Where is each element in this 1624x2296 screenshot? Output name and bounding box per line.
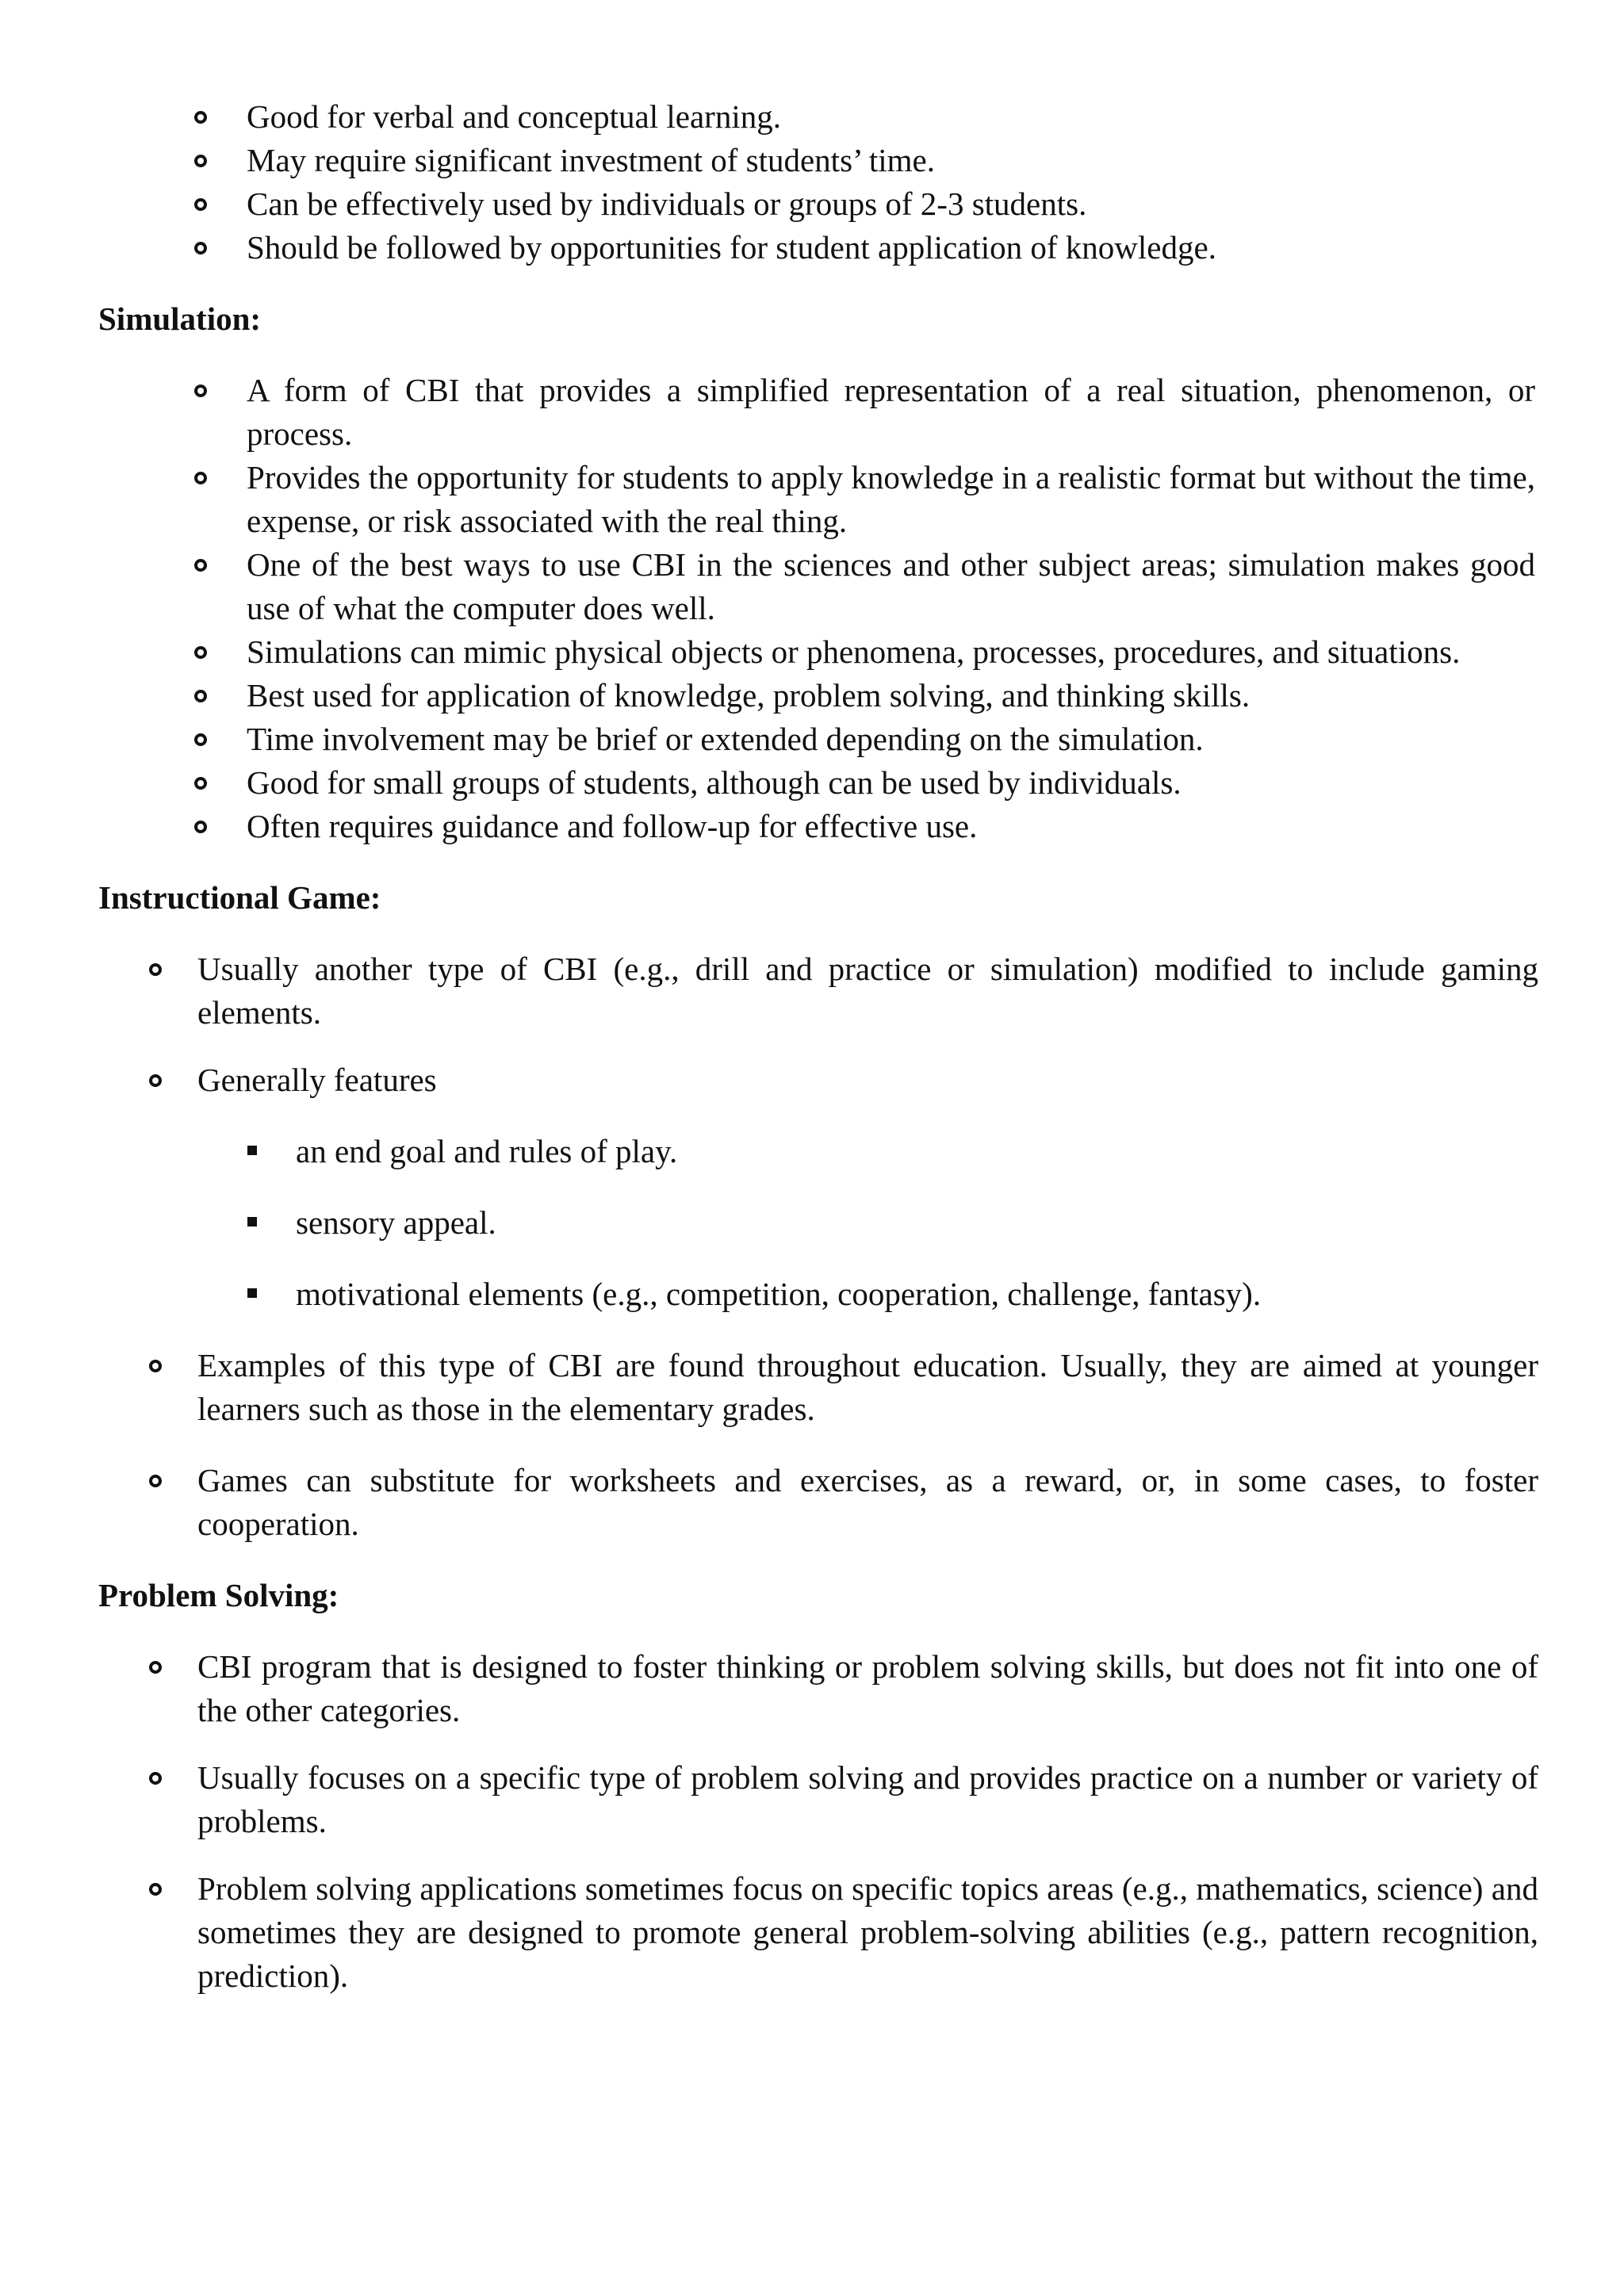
list-item-text: May require significant investment of students’ time. bbox=[247, 142, 936, 178]
list-item bbox=[149, 1756, 1538, 1843]
list-item-text: Provides the opportunity for students to apply knowledge in a realistic format but without the time, expense, or risk associated with the real thing. bbox=[247, 459, 1535, 539]
hollow-circle-bullet-icon bbox=[194, 111, 207, 124]
list-item bbox=[198, 95, 1538, 139]
list-item-text: One of the best ways to use CBI in the sciences and other subject areas; simulation makes good use of what the computer does well. bbox=[247, 546, 1535, 626]
hollow-circle-bullet-icon bbox=[149, 1475, 162, 1487]
sub-list-item-text: an end goal and rules of play. bbox=[296, 1133, 678, 1169]
list-item bbox=[198, 718, 1538, 761]
list-item-text: Problem solving applications sometimes focus on specific topics areas (e.g., mathematics, science) and sometimes they are designed to promote general problem-solving abilities (e.g., pattern recognition, prediction). bbox=[197, 1870, 1538, 1994]
list-item-text: Can be effectively used by individuals or groups of 2-3 students. bbox=[247, 186, 1087, 222]
list-item bbox=[149, 1645, 1538, 1732]
sub-list-item-text: motivational elements (e.g., competition, cooperation, challenge, fantasy). bbox=[296, 1276, 1262, 1312]
list-item bbox=[149, 1867, 1538, 1998]
list-item-text: A form of CBI that provides a simplified representation of a real situation, phenomenon, or process. bbox=[247, 372, 1535, 452]
hollow-circle-bullet-icon bbox=[194, 385, 207, 397]
square-bullet-icon bbox=[247, 1146, 257, 1155]
list-item bbox=[198, 630, 1538, 674]
hollow-circle-bullet-icon bbox=[194, 559, 207, 572]
list-item-text: Simulations can mimic physical objects or phenomena, processes, procedures, and situations. bbox=[247, 633, 1461, 670]
list-item-text: Examples of this type of CBI are found throughout education. Usually, they are aimed at younger learners such as those in the elementary grades. bbox=[197, 1347, 1538, 1427]
hollow-circle-bullet-icon bbox=[194, 155, 207, 167]
hollow-circle-bullet-icon bbox=[194, 733, 207, 746]
hollow-circle-bullet-icon bbox=[149, 1074, 162, 1087]
list-item-text: Should be followed by opportunities for student application of knowledge. bbox=[247, 229, 1216, 266]
list-item bbox=[198, 543, 1538, 630]
list-item-text: Time involvement may be brief or extended depending on the simulation. bbox=[247, 721, 1204, 757]
list-item-text: Generally features bbox=[197, 1062, 437, 1098]
hollow-circle-bullet-icon bbox=[149, 963, 162, 976]
hollow-circle-bullet-icon bbox=[194, 690, 207, 702]
list-item bbox=[198, 182, 1538, 226]
list-item-text: Usually another type of CBI (e.g., drill and practice or simulation) modified to include gaming elements. bbox=[197, 951, 1538, 1031]
list-item bbox=[198, 805, 1538, 848]
section-heading-instructional-game: Instructional Game: bbox=[98, 879, 381, 916]
list-item bbox=[198, 456, 1538, 543]
list-item-text: Best used for application of knowledge, problem solving, and thinking skills. bbox=[247, 677, 1251, 714]
section-heading-problem-solving: Problem Solving: bbox=[98, 1577, 339, 1613]
sub-list-item bbox=[247, 1130, 1538, 1173]
list-item bbox=[198, 226, 1538, 270]
square-bullet-icon bbox=[247, 1217, 257, 1226]
hollow-circle-bullet-icon bbox=[149, 1360, 162, 1372]
hollow-circle-bullet-icon bbox=[149, 1772, 162, 1785]
hollow-circle-bullet-icon bbox=[149, 1661, 162, 1674]
hollow-circle-bullet-icon bbox=[194, 821, 207, 833]
list-item bbox=[149, 1058, 1538, 1102]
hollow-circle-bullet-icon bbox=[194, 198, 207, 211]
list-item-text: Games can substitute for worksheets and exercises, as a reward, or, in some cases, to foster cooperation. bbox=[197, 1462, 1538, 1542]
sub-list-item bbox=[247, 1201, 1538, 1245]
square-bullet-icon bbox=[247, 1288, 257, 1298]
hollow-circle-bullet-icon bbox=[194, 777, 207, 790]
list-item bbox=[198, 139, 1538, 182]
hollow-circle-bullet-icon bbox=[194, 646, 207, 659]
hollow-circle-bullet-icon bbox=[194, 472, 207, 484]
section-heading-simulation: Simulation: bbox=[98, 300, 262, 337]
sub-list-item bbox=[247, 1272, 1538, 1316]
list-item bbox=[198, 761, 1538, 805]
hollow-circle-bullet-icon bbox=[194, 242, 207, 254]
list-item bbox=[149, 1459, 1538, 1546]
list-item bbox=[198, 674, 1538, 718]
list-item-text: Good for verbal and conceptual learning. bbox=[247, 98, 781, 135]
list-item bbox=[149, 1344, 1538, 1431]
list-item-text: Good for small groups of students, although can be used by individuals. bbox=[247, 764, 1182, 801]
sub-list-item-text: sensory appeal. bbox=[296, 1204, 496, 1241]
hollow-circle-bullet-icon bbox=[149, 1883, 162, 1896]
list-item-text: Often requires guidance and follow-up for effective use. bbox=[247, 808, 978, 844]
list-item bbox=[198, 369, 1538, 456]
list-item-text: Usually focuses on a specific type of problem solving and provides practice on a number or variety of problems. bbox=[197, 1759, 1538, 1839]
list-item-text: CBI program that is designed to foster thinking or problem solving skills, but does not fit into one of the other categories. bbox=[197, 1648, 1538, 1728]
list-item bbox=[149, 947, 1538, 1035]
